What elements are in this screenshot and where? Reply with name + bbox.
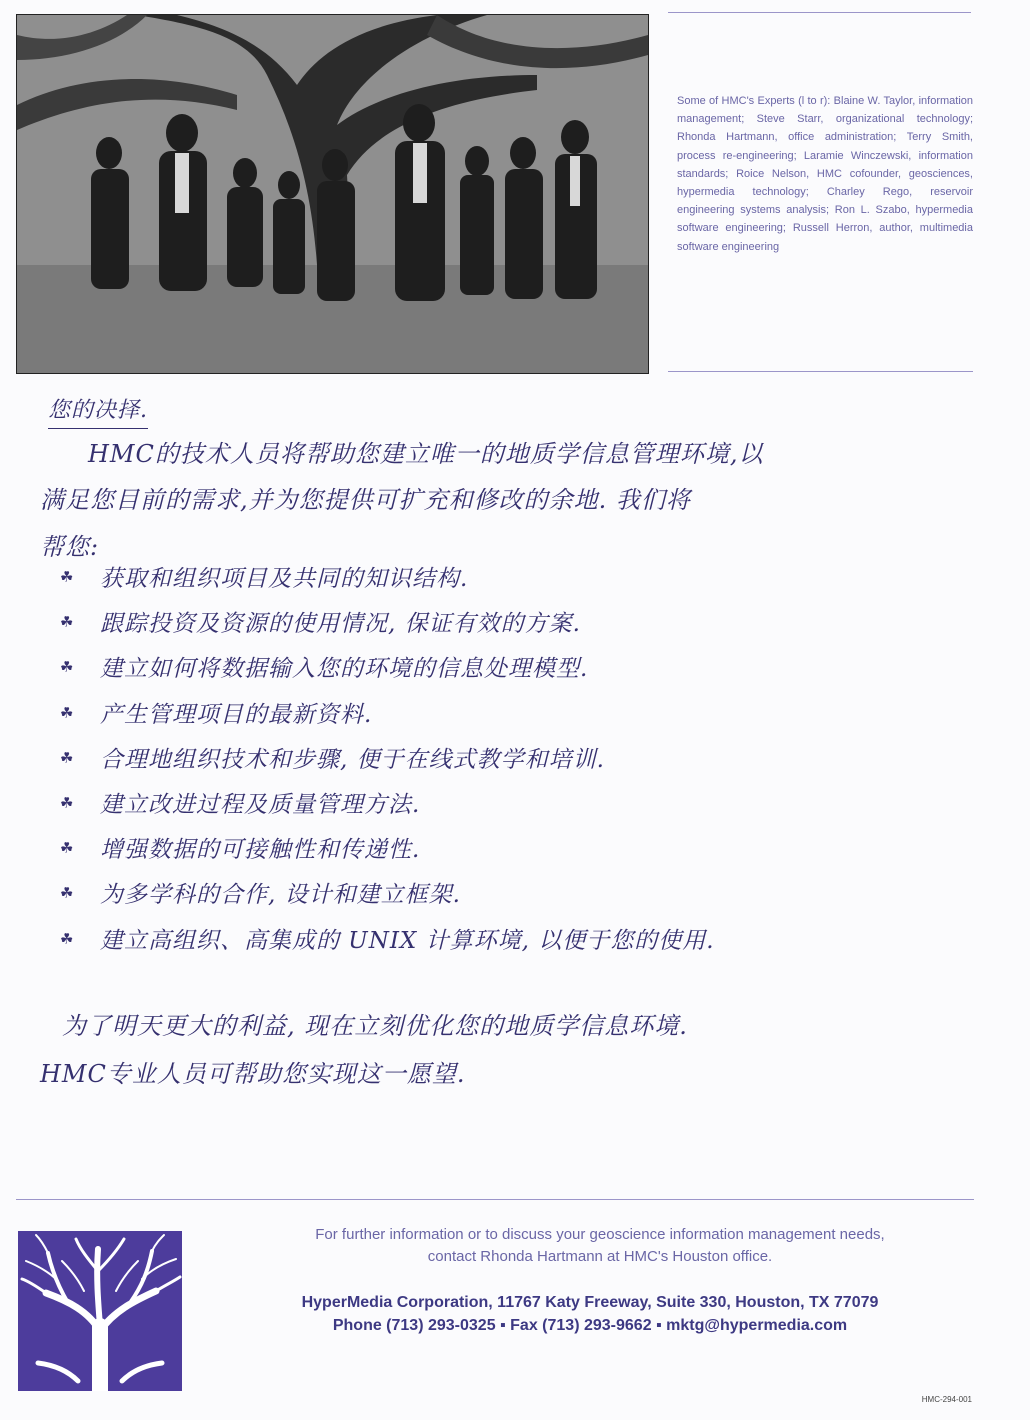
list-item <box>60 831 990 876</box>
bullet-text: 产生管理项目的最新资料. <box>100 701 373 728</box>
bullet-text: 建立如何将数据输入您的环境的信息处理模型. <box>100 656 589 683</box>
clover-bullet-icon: ☘ <box>60 748 74 767</box>
bullet-text: 建立改进过程及质量管理方法. <box>100 791 421 818</box>
closing-line-2: HMC专业人员可帮助您实现这一愿望. <box>40 1060 466 1088</box>
footer-rule <box>16 1199 974 1200</box>
list-item <box>60 741 990 786</box>
bullet-text: 增强数据的可接触性和传递性. <box>100 837 421 864</box>
bullet-text: 跟踪投资及资源的使用情况, 保证有效的方案. <box>100 611 581 638</box>
intro-line-1: HMC的技术人员将帮助您建立唯一的地质学信息管理环境,以 <box>88 440 764 468</box>
list-item <box>60 696 990 741</box>
group-photo <box>16 14 649 374</box>
list-item <box>60 650 990 695</box>
phone-fax-email: Phone (713) 293-0325 ▪ Fax (713) 293-9662 ▪ mktg@hypermedia.com <box>332 1317 848 1334</box>
photo-caption: Some of HMC's Experts (l to r): Blaine W. Taylor, information management; Steve Starr, organizational technology; Rhonda Hartmann, office administration; Terry Smith, process re-engineering; Laramie Winczewski, information standards; Roice Nelson, HMC cofounder, geosciences, hypermedia technology; Charley Rego, reservoir engineering systems analysis; Ron L. Szabo, hypermedia software engineering; Russell Herron, author, multimedia software engineering <box>677 95 973 253</box>
bullet-text: 合理地组织技术和步骤, 便于在线式教学和培训. <box>100 746 605 773</box>
company-address: HyperMedia Corporation, 11767 Katy Freeway, Suite 330, Houston, TX 77079 <box>301 1294 879 1311</box>
list-item <box>60 786 990 831</box>
intro-line-2: 满足您目前的需求,并为您提供可扩充和修改的余地. 我们将 <box>40 486 691 514</box>
clover-bullet-icon: ☘ <box>60 703 74 722</box>
clover-bullet-icon: ☘ <box>60 568 74 586</box>
clover-bullet-icon: ☘ <box>60 884 74 903</box>
list-item <box>60 922 990 967</box>
clover-bullet-icon: ☘ <box>60 658 74 677</box>
tree-and-people-illustration <box>17 15 648 373</box>
clover-bullet-icon: ☘ <box>60 793 74 812</box>
bullet-text: 建立高组织、高集成的 UNIX 计算环境, 以便于您的使用. <box>100 927 715 954</box>
caption-top-rule <box>668 12 971 13</box>
clover-bullet-icon: ☘ <box>60 613 74 632</box>
caption-bottom-rule <box>668 371 973 372</box>
intro-line-3: 帮您: <box>40 533 100 561</box>
clover-bullet-icon: ☘ <box>60 839 74 858</box>
bullet-text: 为多学科的合作, 设计和建立框架. <box>100 882 461 909</box>
closing-line-1: 为了明天更大的利益, 现在立刻优化您的地质学信息环境. <box>62 1012 688 1040</box>
tree-logo-icon <box>18 1231 182 1391</box>
document-code: HMC-294-001 <box>921 1395 972 1404</box>
list-item <box>60 605 990 650</box>
clover-bullet-icon: ☘ <box>60 929 74 948</box>
list-item <box>60 876 990 921</box>
bullet-list <box>60 560 990 967</box>
contact-line-2: contact Rhonda Hartmann at HMC's Houston office. <box>427 1248 773 1265</box>
letter-heading: 您的决择. <box>48 393 148 429</box>
bullet-text: 获取和组织项目及共同的知识结构. <box>100 566 469 592</box>
contact-line-1: For further information or to discuss your geoscience information management needs, <box>315 1226 885 1243</box>
list-item <box>60 560 990 605</box>
